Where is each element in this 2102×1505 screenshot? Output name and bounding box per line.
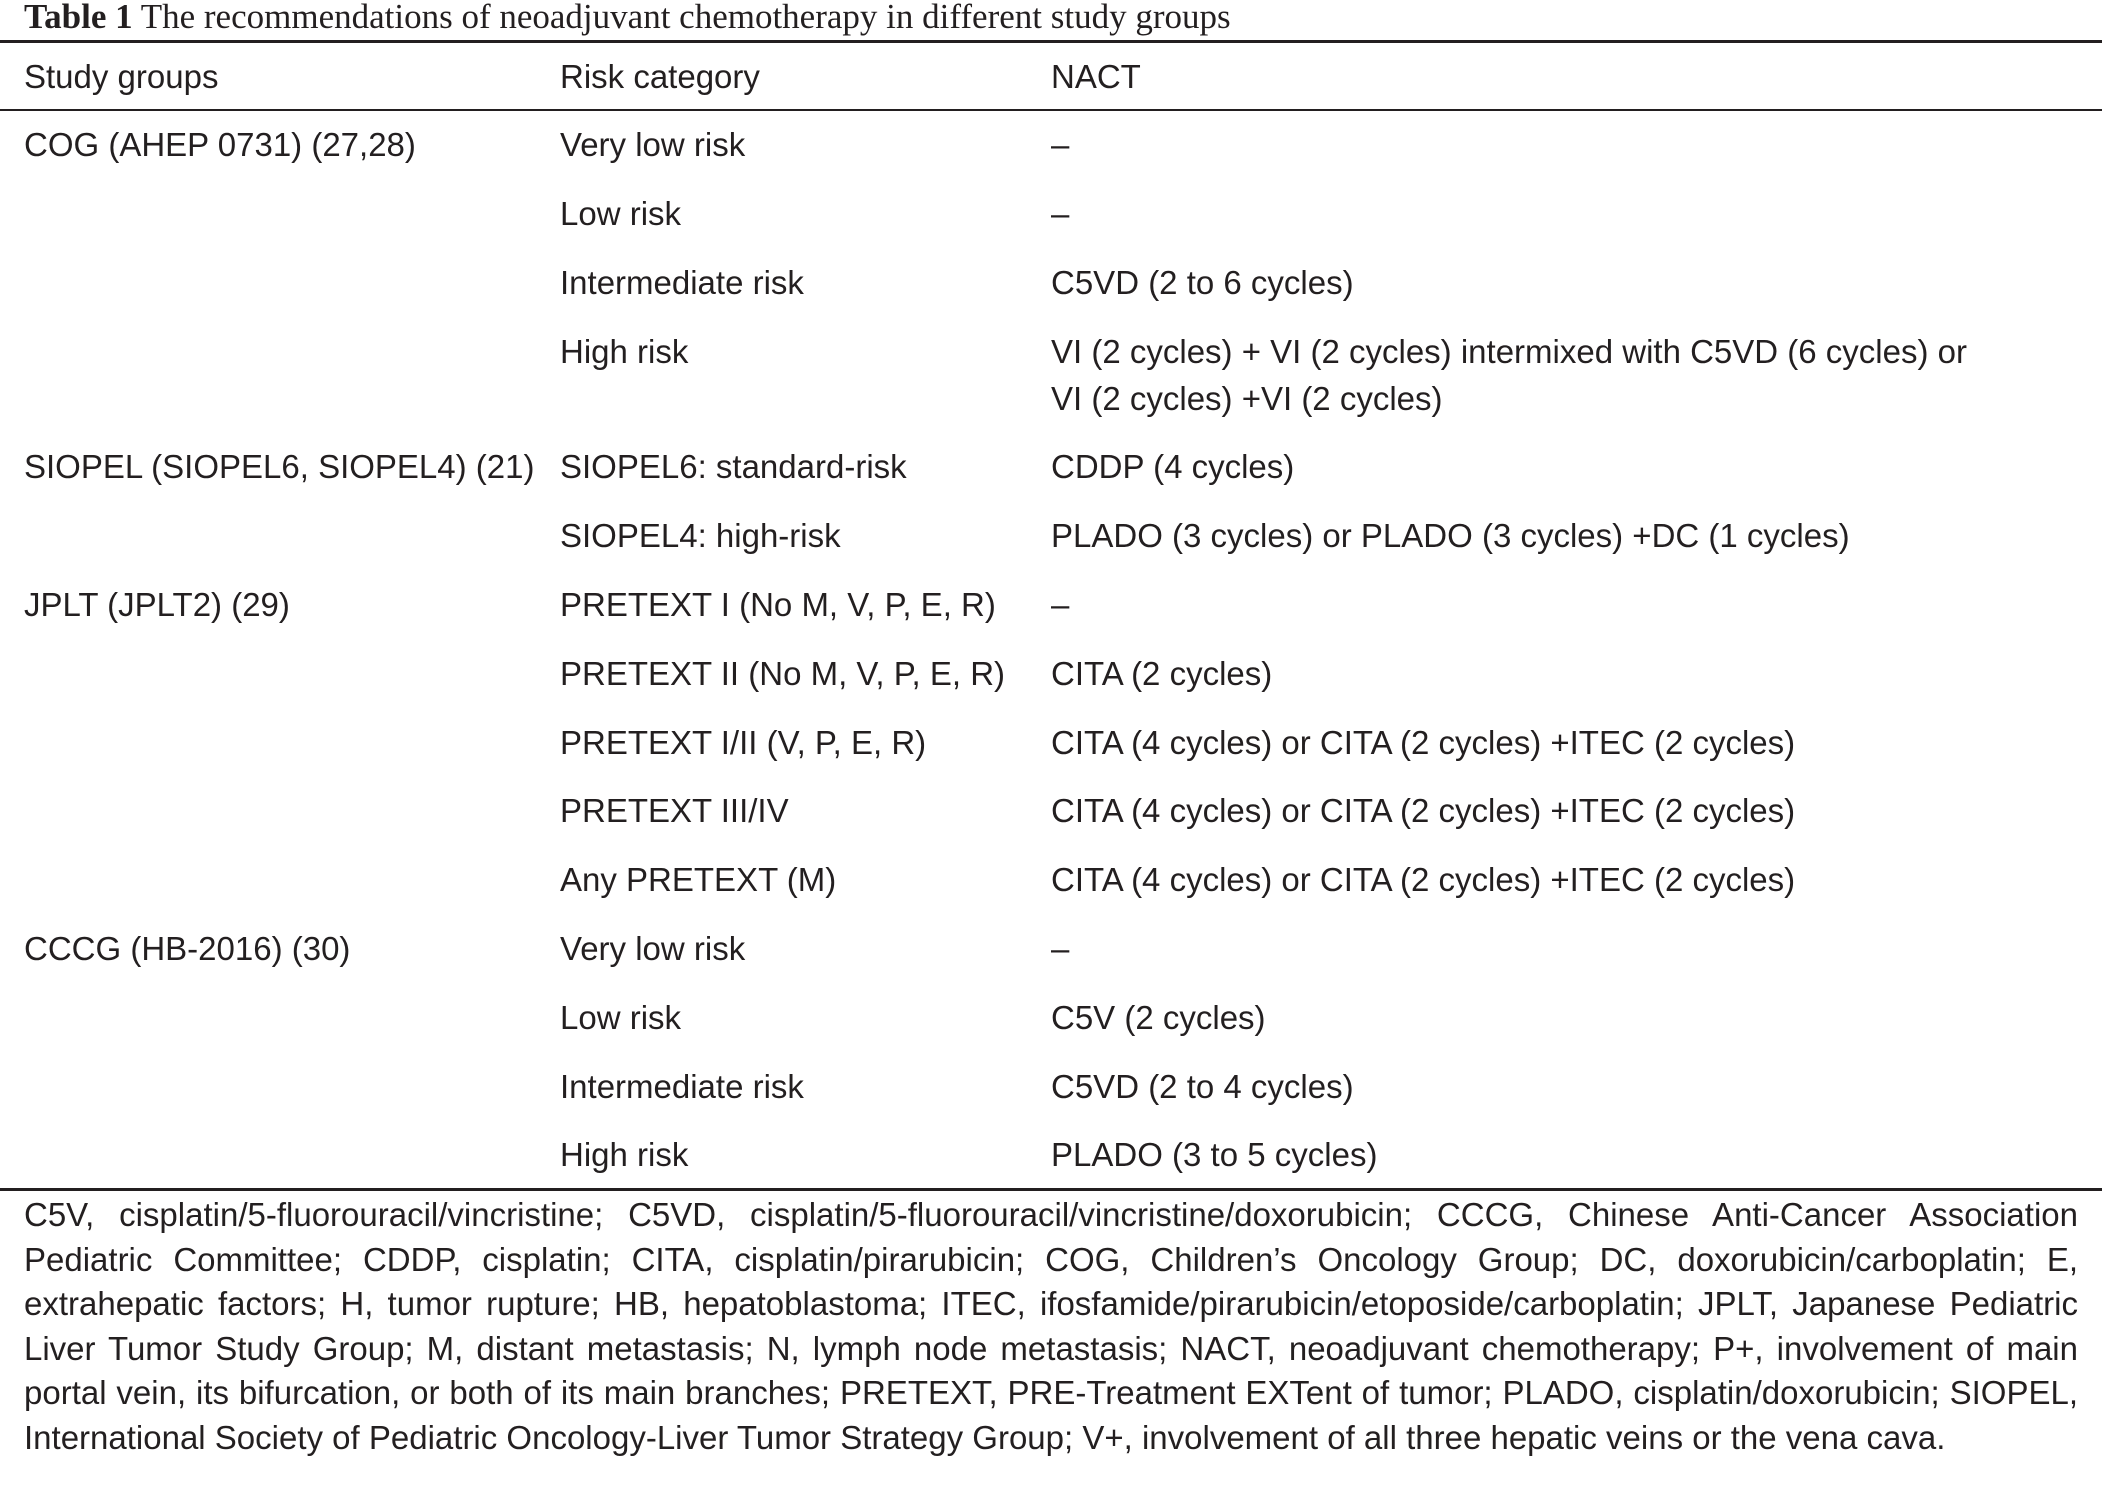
table-row bbox=[0, 708, 2102, 777]
cell-nact: – bbox=[1051, 930, 1070, 968]
cell-risk-category: PRETEXT II (No M, V, P, E, R) bbox=[560, 654, 1006, 692]
cell-risk-category: Very low risk bbox=[560, 930, 746, 968]
cell-risk-category: Very low risk bbox=[560, 126, 746, 164]
cell-study-group-empty bbox=[24, 190, 560, 237]
table-header-row bbox=[0, 43, 2102, 109]
table-row bbox=[0, 433, 2102, 502]
cell-nact: – bbox=[1051, 586, 1070, 624]
cell-risk-category: Intermediate risk bbox=[560, 1067, 804, 1105]
cell-study-group-empty bbox=[24, 787, 560, 834]
cell-nact: CITA (4 cycles) or CITA (2 cycles) +ITEC (2 cycles) bbox=[1051, 861, 1796, 899]
cell-risk-category: High risk bbox=[560, 332, 689, 370]
cell-study-group-empty bbox=[24, 328, 560, 422]
table-row bbox=[0, 111, 2102, 180]
cell-nact: CITA (4 cycles) or CITA (2 cycles) +ITEC (2 cycles) bbox=[1051, 792, 1796, 830]
cell-nact: CDDP (4 cycles) bbox=[1051, 448, 1295, 486]
column-header-study-groups: Study groups bbox=[24, 57, 219, 95]
cell-nact: VI (2 cycles) + VI (2 cycles) intermixed with C5VD (6 cycles) or VI (2 cycles) +VI (2 cycles) bbox=[1051, 332, 1967, 417]
table-bottom-rule bbox=[0, 1188, 2102, 1191]
table-row bbox=[0, 248, 2102, 317]
table-label: Table 1 bbox=[24, 0, 133, 36]
table-title: The recommendations of neoadjuvant chemotherapy in different study groups bbox=[140, 0, 1231, 36]
table-row bbox=[0, 983, 2102, 1052]
cell-risk-category: PRETEXT III/IV bbox=[560, 792, 789, 830]
cell-risk-category: Intermediate risk bbox=[560, 263, 804, 301]
cell-risk-category: PRETEXT I/II (V, P, E, R) bbox=[560, 723, 927, 761]
table-row bbox=[0, 845, 2102, 914]
cell-nact: CITA (2 cycles) bbox=[1051, 654, 1273, 692]
cell-study-group: CCCG (HB-2016) (30) bbox=[24, 930, 351, 968]
cell-study-group: COG (AHEP 0731) (27,28) bbox=[24, 126, 416, 164]
cell-study-group-empty bbox=[24, 259, 560, 306]
table-caption bbox=[24, 0, 1231, 36]
column-header-risk-category: Risk category bbox=[560, 57, 760, 95]
cell-study-group-empty bbox=[24, 512, 560, 559]
cell-nact: – bbox=[1051, 195, 1070, 233]
cell-study-group-empty bbox=[24, 1063, 560, 1110]
cell-nact: PLADO (3 to 5 cycles) bbox=[1051, 1136, 1378, 1174]
cell-nact: C5VD (2 to 6 cycles) bbox=[1051, 263, 1354, 301]
cell-risk-category: Low risk bbox=[560, 998, 682, 1036]
table-row bbox=[0, 1052, 2102, 1121]
cell-study-group: SIOPEL (SIOPEL6, SIOPEL4) (21) bbox=[24, 448, 535, 486]
table-row bbox=[0, 501, 2102, 570]
cell-nact: C5V (2 cycles) bbox=[1051, 998, 1266, 1036]
table-row bbox=[0, 914, 2102, 983]
table-body bbox=[0, 111, 2102, 1190]
cell-nact: CITA (4 cycles) or CITA (2 cycles) +ITEC (2 cycles) bbox=[1051, 723, 1796, 761]
cell-risk-category: Any PRETEXT (M) bbox=[560, 861, 837, 899]
table-row bbox=[0, 317, 2102, 433]
table-row bbox=[0, 1121, 2102, 1190]
cell-risk-category: High risk bbox=[560, 1136, 689, 1174]
cell-study-group-empty bbox=[24, 719, 560, 766]
cell-nact: C5VD (2 to 4 cycles) bbox=[1051, 1067, 1354, 1105]
cell-study-group: JPLT (JPLT2) (29) bbox=[24, 586, 290, 624]
table-header bbox=[0, 43, 2102, 109]
cell-risk-category: SIOPEL6: standard-risk bbox=[560, 448, 907, 486]
table-footnote: C5V, cisplatin/5-fluorouracil/vincristine; C5VD, cisplatin/5-fluorouracil/vincristine/doxorubicin; CCCG, Chinese Anti-Cancer Association Pediatric Committee; CDDP, cisplatin; CITA, cisplatin/pirarubicin; COG, Children’s Oncology Group; DC, doxorubicin/carboplatin; E, extrahepatic factors; H, tumor rupture; HB, hepatoblastoma; ITEC, ifosfamide/pirarubicin/etoposide/carboplatin; JPLT, Japanese Pediatric Liver Tumor Study Group; M, distant metastasis; N, lymph node metastasis; NACT, neoadjuvant chemotherapy; P+, involvement of main portal vein, its bifurcation, or both of its main branches; PRETEXT, PRE-Treatment EXTent of tumor; PLADO, cisplatin/doxorubicin; SIOPEL, International Society of Pediatric Oncology-Liver Tumor Strategy Group; V+, involvement of all three hepatic veins or the vena cava. bbox=[24, 1196, 2078, 1456]
cell-risk-category: PRETEXT I (No M, V, P, E, R) bbox=[560, 586, 996, 624]
cell-study-group-empty bbox=[24, 1131, 560, 1178]
cell-risk-category: SIOPEL4: high-risk bbox=[560, 517, 841, 555]
table-row bbox=[0, 639, 2102, 708]
cell-risk-category: Low risk bbox=[560, 195, 682, 233]
column-header-nact: NACT bbox=[1051, 57, 1141, 95]
table-row bbox=[0, 179, 2102, 248]
cell-nact: – bbox=[1051, 126, 1070, 164]
cell-study-group-empty bbox=[24, 856, 560, 903]
cell-study-group-empty bbox=[24, 994, 560, 1041]
table-row bbox=[0, 570, 2102, 639]
cell-nact: PLADO (3 cycles) or PLADO (3 cycles) +DC (1 cycles) bbox=[1051, 517, 1850, 555]
cell-study-group-empty bbox=[24, 650, 560, 697]
table-row bbox=[0, 777, 2102, 846]
